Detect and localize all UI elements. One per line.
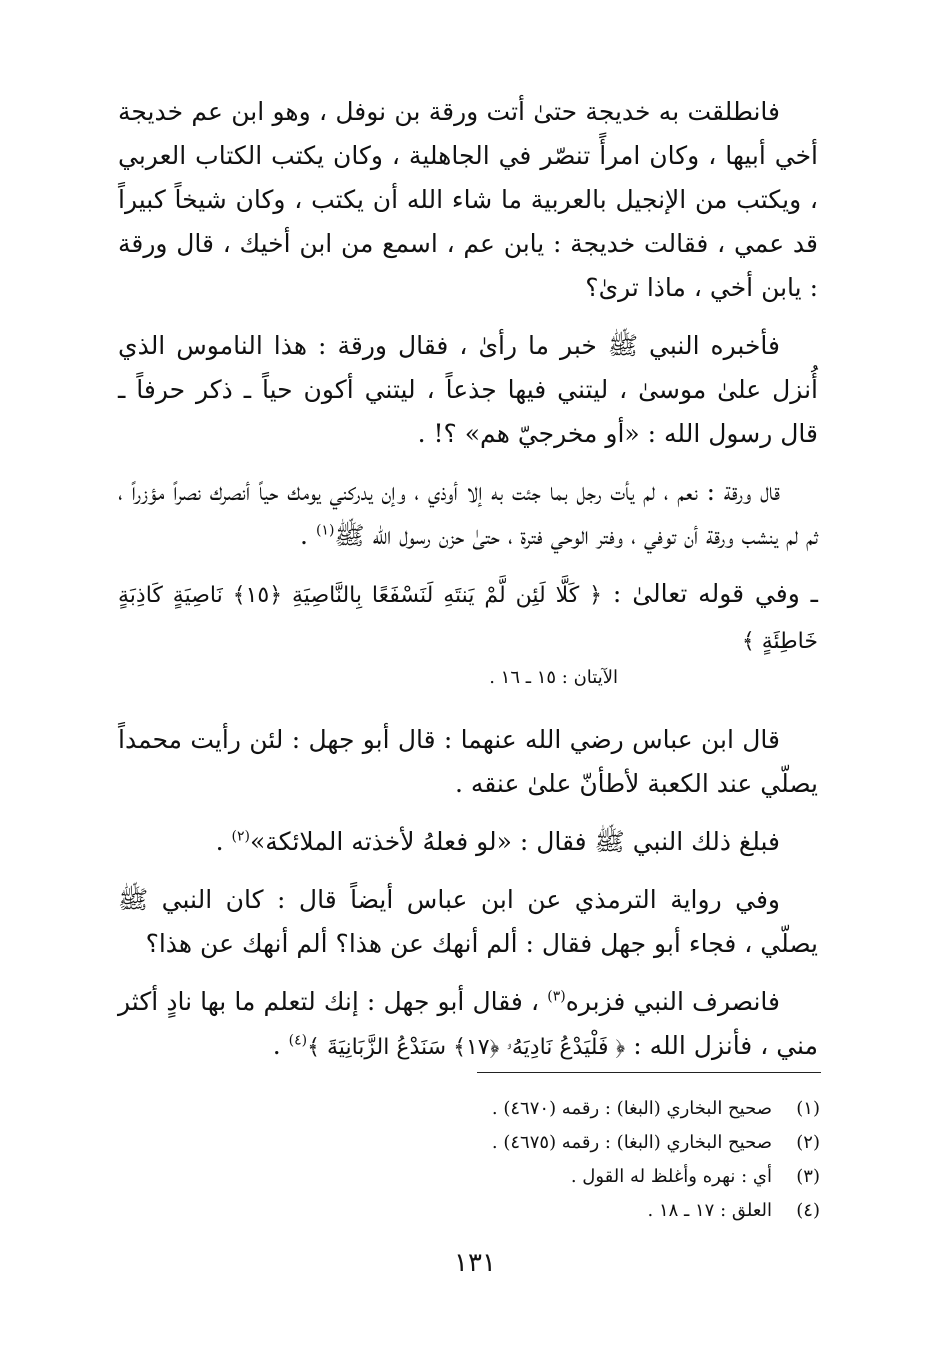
footnote-text: صحيح البخاري (البغا) : رقمه (٤٦٧٠) . — [491, 1098, 772, 1119]
footnote-mark-2: (٢) — [231, 828, 250, 845]
main-text — [118, 90, 818, 1084]
paragraph-prophet-reply: فبلغ ذلك النبي ﷺ فقال : «لو فعلهُ لأخذته الملائكة»$^{(٢)}$ . — [215, 827, 780, 856]
paragraph-revelation-pause: قال ورقة : نعم ، لم يأت رجل بما جئت به إلا أوذي ، وإن يدركني يومك حياً أنصرك نصراً مؤزراً ، ثم لم ينشب ورقة أن توفي ، وفتر الوحي فترة ، حتىٰ حزن رسول الله ﷺ$^{(١)}$ . — [118, 477, 818, 550]
paragraph-ibn-abbas: قال ابن عباس رضي الله عنهما : قال أبو جهل : لئن رأيت محمداً يصلّي عند الكعبة لأطأنّ علىٰ عنقه . — [118, 725, 818, 798]
footnote-number: (٣) — [796, 1166, 820, 1187]
footnote-2 — [360, 1126, 820, 1160]
paragraph-prophet-reply-text: فبلغ ذلك النبي ﷺ فقال : «لو فعلهُ لأخذته الملائكة» — [249, 827, 780, 856]
footnote-number: (٢) — [796, 1132, 820, 1153]
footnote-number: (١) — [796, 1098, 820, 1119]
paragraph-tirmidhi: وفي رواية الترمذي عن ابن عباس أيضاً قال : كان النبي ﷺ يصلّي ، فجاء أبو جهل فقال : ألم أنهك عن هذا؟ ألم أنهك عن هذا؟ — [118, 885, 818, 958]
footnote-text: صحيح البخاري (البغا) : رقمه (٤٦٧٥) . — [491, 1132, 772, 1153]
paragraph-waraqa-visit: فانطلقت به خديجة حتىٰ أتت ورقة بن نوفل ، وهو ابن عم خديجة أخي أبيها ، وكان امرأً تنصّر في الجاهلية ، وكان يكتب الكتاب العربي ، ويكتب من الإنجيل بالعربية ما شاء الله أن يكتب ، وكان شيخاً كبيراً قد عمي ، فقالت خديجة : يابن عم ، اسمع من ابن أخيك ، قال ورقة : يابن أخي ، ماذا ترىٰ؟ — [118, 97, 818, 302]
footnote-3 — [360, 1160, 820, 1194]
paragraph-abu-jahl-b: ، فقال أبو جهل : إنك لتعلم ما بها نادٍ أكثر مني ، فأنزل الله : — [118, 987, 818, 1060]
verse-reference: الآيتان : ١٥ ـ ١٦ . — [489, 667, 618, 688]
footnotes — [360, 1092, 820, 1228]
footnote-1 — [360, 1092, 820, 1126]
footnote-text: العلق : ١٧ ـ ١٨ . — [647, 1200, 772, 1221]
footnote-4 — [360, 1194, 820, 1228]
quran-verse-alaq-15-16: ﴿ كَلَّا لَئِن لَّمْ يَنتَهِ لَنَسْفَعًا بِالنَّاصِيَةِ ﴿١٥﴾ نَاصِيَةٍ كَاذِبَةٍ خَاطِئَةٍ ﴾ — [118, 583, 818, 654]
footnote-mark-4: (٤) — [288, 1032, 308, 1049]
page-number: ١٣١ — [454, 1248, 496, 1278]
paragraph-abu-jahl-a: فانصرف النبي فزبره — [565, 987, 780, 1016]
verse-paragraph — [118, 572, 818, 664]
quran-verse-alaq-17-18: ﴿ فَلْيَدْعُ نَادِيَهُۥ ﴿١٧﴾ سَنَدْعُ الزَّبَانِيَةَ ﴾ — [307, 1035, 626, 1060]
paragraph-waraqa-reply: فأخبره النبي ﷺ خبر ما رأىٰ ، فقال ورقة : هذا الناموس الذي أُنزل علىٰ موسىٰ ، ليتني فيها جذعاً ، ليتني أكون حياً ـ ذكر حرفاً ـ قال رسول الله : «أو مخرجيّ هم» ؟! . — [118, 331, 818, 448]
paragraph-abu-jahl: فانصرف النبي فزبره$^{(٣)}$ ، فقال أبو جهل : إنك لتعلم ما بها نادٍ أكثر مني ، فأنزل الله : ﴿ فَلْيَدْعُ نَادِيَهُۥ ﴿١٧﴾ سَنَدْعُ الزَّبَانِيَةَ ﴾$^{(٤)}$ . — [118, 987, 818, 1060]
footnote-mark-1: (١) — [315, 522, 335, 539]
footnote-text: أي : نهره وأغلظ له القول . — [570, 1166, 772, 1187]
footnote-divider — [477, 1072, 821, 1073]
paragraph-revelation-pause-text: قال ورقة : نعم ، لم يأت رجل بما جئت به إلا أوذي ، وإن يدركني يومك حياً أنصرك نصراً مؤزراً ، ثم لم ينشب ورقة أن توفي ، وفتر الوحي فترة ، حتىٰ حزن رسول الله ﷺ — [118, 477, 818, 550]
footnote-number: (٤) — [796, 1200, 820, 1221]
verse-intro: ـ وفي قوله تعالىٰ : — [612, 579, 818, 608]
footnote-mark-3: (٣) — [547, 988, 566, 1005]
